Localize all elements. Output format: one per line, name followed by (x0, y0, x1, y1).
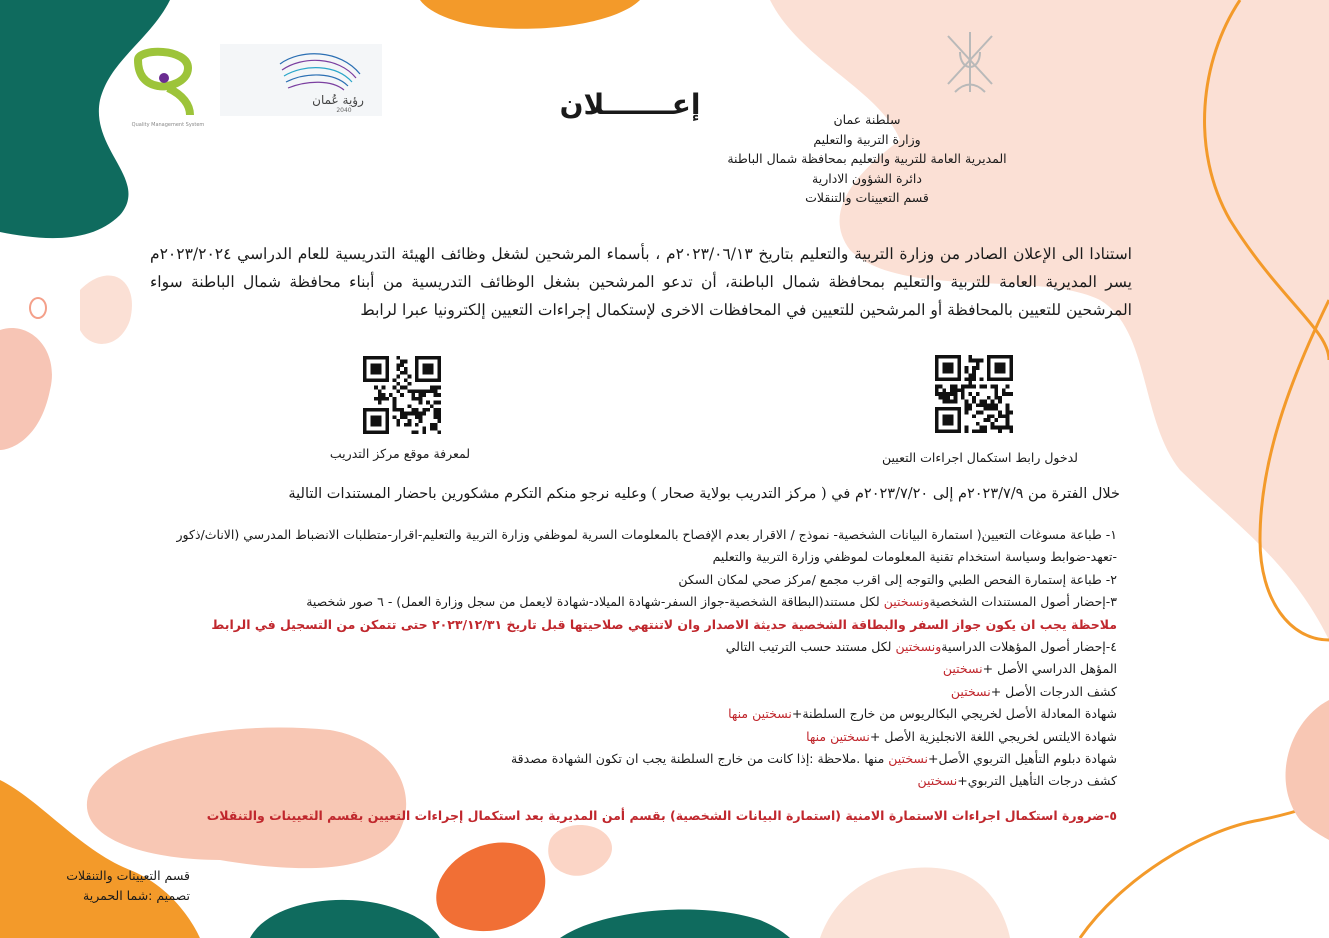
requirements-list (117, 524, 1117, 827)
ministry-line: وزارة التربية والتعليم (813, 131, 921, 147)
requirement-3-details: لكل مستند(البطاقة الشخصية-جواز السفر-شهادة الميلاد-شهادة لايعمل من سجل وزارة العمل) - ٦ صور شخصية (306, 594, 884, 610)
qualification-text: شهادة المعادلة الأصل لخريجي البكالريوس من خارج السلطنة+ (791, 706, 1117, 722)
quality-logo (128, 40, 208, 132)
footer-designer: تصميم :شما الحمرية (83, 888, 190, 903)
department-line: دائرة الشؤون الادارية (812, 170, 922, 186)
qualification-copies: نسختين منها (806, 728, 870, 744)
qualification-copies: نسختين (942, 661, 983, 677)
svg-text:رؤية عُمان: رؤية عُمان (312, 93, 364, 107)
requirement-4 (117, 636, 1117, 658)
footer-department: قسم التعيينات والتنقلات (66, 868, 190, 883)
requirement-4-copies: ونسختين (895, 639, 942, 655)
peach-blob-right-edge (1286, 700, 1329, 840)
requirement-3 (117, 591, 1117, 613)
announcement-title: إعـــــــلان (559, 88, 701, 121)
svg-text:2040: 2040 (336, 107, 352, 114)
appointment-link-qr-caption: لدخول رابط استكمال اجراءات التعيين (882, 450, 1078, 465)
qualification-item (117, 748, 1117, 770)
requirement-1: ١- طباعة مسوغات التعيين( استمارة البيانات الشخصية- نموذج / الاقرار بعدم الإفصاح بالمعلومات السرية لموظفي وزارة التربية والتعليم-اقرار-متطلبات الانضباط المدرسي (الاناث/ذكور (176, 527, 1117, 542)
svg-text:Quality Management System: Quality Management System (131, 122, 205, 128)
qualification-copies: نسختين (917, 773, 958, 789)
orange-blob-bottom (436, 843, 545, 932)
directorate-line: المديرية العامة للتربية والتعليم بمحافظة شمال الباطنة (727, 151, 1007, 167)
teal-blob-bottom (250, 900, 440, 938)
requirement-1-cont: -تعهد-ضوابط وسياسة استخدام تقنية المعلومات لموظفي وزارة التربية والتعليم (712, 549, 1117, 565)
passport-note: ملاحظة يجب ان يكون جواز السفر والبطاقة الشخصية حديثة الاصدار وان لاتنتهي صلاحيتها قبل تاريخ ٢٠٢٣/١٢/٣١ حتى تتمكن من التسجيل في الرابط (211, 616, 1117, 632)
footer-credits (30, 866, 190, 906)
qualification-item (117, 658, 1117, 680)
qualification-copies: نسختين (950, 683, 991, 699)
qualification-item (117, 726, 1117, 748)
requirement-4-text: ٤-إحضار أصول المؤهلات الدراسية (941, 639, 1117, 655)
qualification-text: شهادة الايلتس لخريجي اللغة الانجليزية الأصل + (869, 728, 1117, 744)
requirement-3-text: ٣-إحضار أصول المستندات الشخصية (929, 594, 1117, 610)
qualification-text: كشف الدرجات الأصل + (990, 683, 1117, 699)
intro-paragraph: استنادا الى الإعلان الصادر من وزارة التربية والتعليم بتاريخ ٢٠٢٣/٠٦/١٣م ، بأسماء المرشحين لشغل وظائف الهيئة التدريسية للعام الدراسي ٢٠٢٣/٢٠٢٤م يسر المديرية العامة للتربية والتعليم بمحافظة شمال الباطنة، أن تدعو المرشحين بشغل الوظائف التدريسية من أبناء محافظة شمال الباطنة سواء المرشحين للتعيين بالمحافظة أو المرشحين للتعيين في المحافظات الاخرى لإستكمال إجراءات التعيين إلكترونيا عبرا لرابط (150, 245, 1132, 319)
requirement-5: ٥-ضرورة استكمال اجراءات الاستمارة الامنية (استمارة البيانات الشخصية) بقسم أمن المديرية بعد استكمال إجراءات التعيين بقسم التعيينات والتنقلات (206, 807, 1117, 823)
peach-blob-left-mid (80, 276, 132, 344)
training-center-qr-caption: لمعرفة موقع مركز التدريب (329, 446, 471, 461)
orange-outline-bottom-right (1080, 800, 1329, 938)
salmon-blob-left (0, 328, 52, 450)
section-line: قسم التعيينات والتنقلات (805, 190, 929, 206)
qualification-item (117, 770, 1117, 792)
qualification-copies: نسختين (888, 751, 929, 767)
peach-blob-bottom-right (820, 868, 1010, 938)
peach-blob-bottom-mid (548, 825, 612, 876)
teal-blob-bottom-right (560, 910, 790, 938)
qualification-text: شهادة دبلوم التأهيل التربوي الأصل+ (928, 751, 1117, 767)
ministry-header (687, 110, 1047, 208)
salmon-ring-left (30, 298, 46, 318)
period-statement: خلال الفترة من ٢٠٢٣/٧/٩م إلى ٢٠٢٣/٧/٢٠م في ( مركز التدريب بولاية صحار ) وعليه نرجو منكم التكرم مشكورين باحضار المستندات التالية (288, 486, 1120, 502)
qualification-note: منها .ملاحظة :إذا كانت من خارج السلطنة يجب ان تكون الشهادة مصدقة (510, 751, 889, 767)
qualification-item (117, 681, 1117, 703)
qualification-item (117, 703, 1117, 725)
orange-blob-top (420, 0, 640, 29)
qualification-copies: نسختين منها (728, 706, 792, 722)
requirement-2: ٢- طباعة إستمارة الفحص الطبي والتوجه إلى اقرب مجمع /مركز صحي لمكان السكن (678, 571, 1117, 587)
oman-emblem (930, 22, 1010, 100)
country-line: سلطنة عمان (833, 112, 901, 127)
requirement-4-details: لكل مستند حسب الترتيب التالي (725, 639, 896, 655)
requirement-3-copies: ونسختين (883, 594, 930, 610)
appointment-link-qr-code[interactable] (935, 355, 1013, 433)
oman-vision-logo (220, 44, 382, 116)
qualification-text: كشف درجات التأهيل التربوي+ (957, 773, 1117, 789)
qualification-text: المؤهل الدراسي الأصل + (982, 661, 1117, 677)
training-center-qr-code[interactable] (363, 356, 441, 434)
